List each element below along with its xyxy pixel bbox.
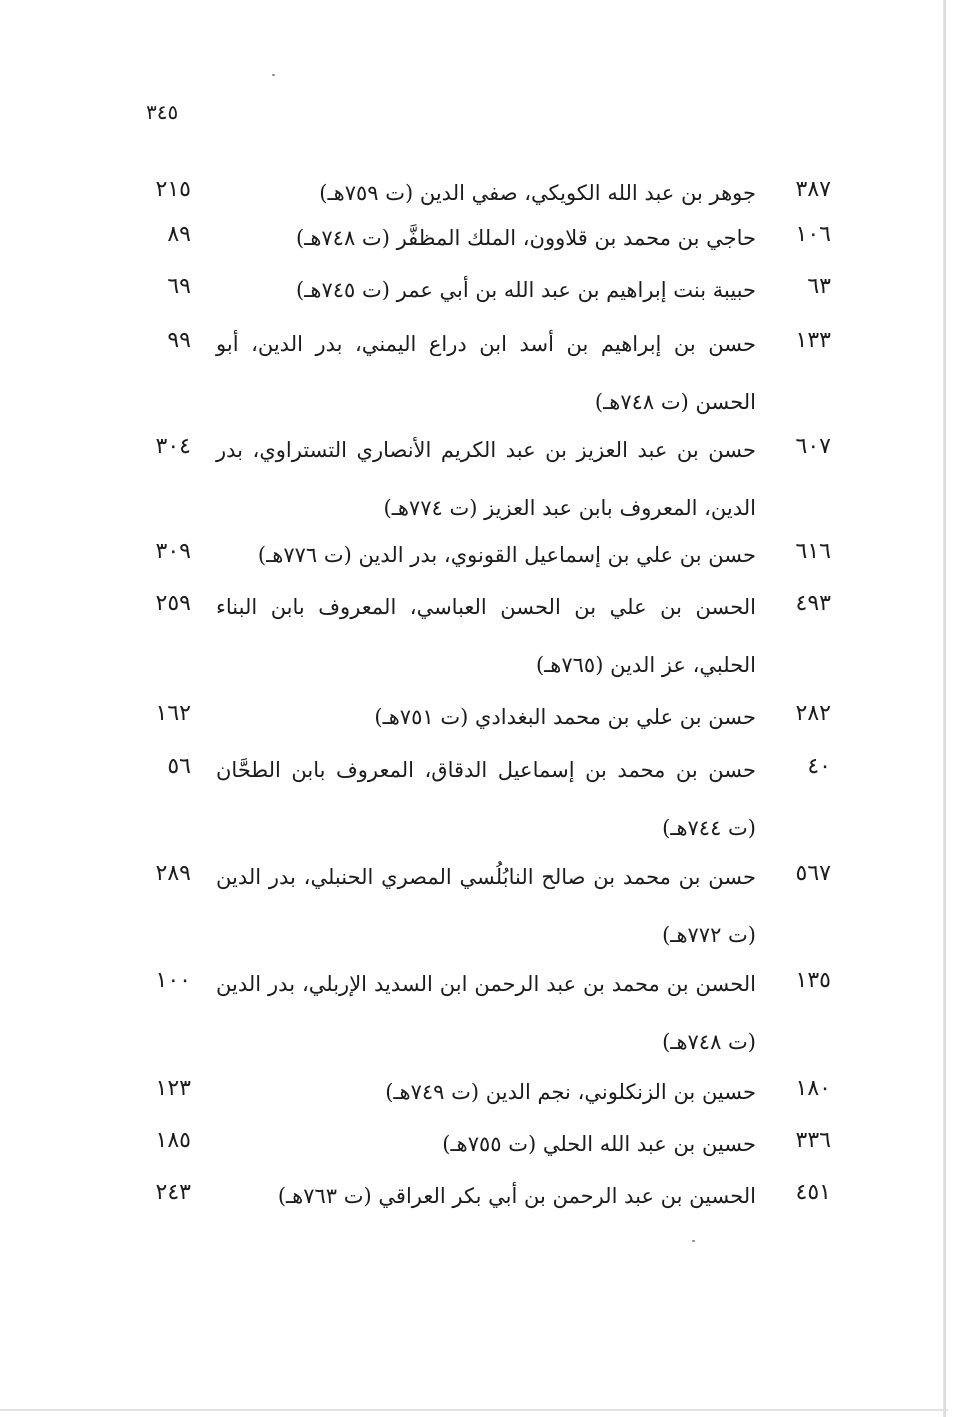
entry-page: ١٦٢ bbox=[155, 701, 191, 726]
entry-text: حسن بن إبراهيم بن أسد ابن دراع اليمني، بدر الدين، أبو الحسن (ت ٧٤٨هـ) bbox=[216, 332, 756, 414]
entry-number: ٥٦٧ bbox=[795, 861, 831, 886]
entry-page: ١٠٠ bbox=[155, 968, 191, 993]
entry-text: حاجي بن محمد بن قلاوون، الملك المظفَّر (ت ٧٤٨هـ) bbox=[295, 226, 756, 250]
page-number: ٣٤٥ bbox=[146, 100, 179, 124]
entry-number: ٤٠ bbox=[807, 754, 831, 779]
entry-text: حسن بن محمد بن إسماعيل الدقاق، المعروف بابن الطحَّان (ت ٧٤٤هـ) bbox=[216, 758, 756, 840]
entry-page: ٢٨٩ bbox=[155, 861, 191, 886]
entry-text: حسن بن علي بن إسماعيل القونوي، بدر الدين (ت ٧٧٦هـ) bbox=[257, 543, 756, 567]
entry-text: حسن بن عبد العزيز بن عبد الكريم الأنصاري التستراوي، بدر الدين، المعروف بابن عبد العزيز (ت ٧٧٤هـ) bbox=[216, 438, 756, 520]
entry-page: ٩٩ bbox=[167, 328, 191, 353]
entry-text: الحسين بن عبد الرحمن بن أبي بكر العراقي (ت ٧٦٣هـ) bbox=[277, 1184, 756, 1208]
entry-number: ٤٩٣ bbox=[795, 591, 831, 616]
entry-text: الحسن بن علي بن الحسن العباسي، المعروف بابن البناء الحلبي، عز الدين (٧٦٥هـ) bbox=[216, 595, 756, 677]
entry-text: حسن بن علي بن محمد البغدادي (ت ٧٥١هـ) bbox=[374, 705, 756, 729]
entry-number: ١٣٥ bbox=[795, 968, 831, 993]
entry-page: ٣٠٩ bbox=[155, 539, 191, 564]
entry-number: ٣٨٧ bbox=[795, 177, 831, 202]
entry-text: حبيبة بنت إبراهيم بن عبد الله بن أبي عمر (ت ٧٤٥هـ) bbox=[296, 278, 756, 302]
entry-text: حسين بن الزنكلوني، نجم الدين (ت ٧٤٩هـ) bbox=[385, 1080, 756, 1104]
entry-page: ١٢٣ bbox=[155, 1076, 191, 1101]
entry-number: ٤٥١ bbox=[795, 1180, 831, 1205]
entry-text: حسين بن عبد الله الحلي (ت ٧٥٥هـ) bbox=[442, 1132, 756, 1156]
entry-page: ٢٥٩ bbox=[155, 591, 191, 616]
entry-page: ٥٦ bbox=[167, 754, 191, 779]
entry-number: ١٨٠ bbox=[795, 1076, 831, 1101]
entry-number: ٣٣٦ bbox=[795, 1128, 831, 1153]
entry-number: ٢٨٢ bbox=[795, 701, 831, 726]
entry-page: ٦٩ bbox=[167, 274, 191, 299]
entry-number: ١٣٣ bbox=[795, 328, 831, 353]
entry-page: ٨٩ bbox=[167, 222, 191, 247]
entry-number: ١٠٦ bbox=[795, 222, 831, 247]
entry-text: جوهر بن عبد الله الكويكي، صفي الدين (ت ٧٥٩هـ) bbox=[319, 181, 756, 205]
entry-page: ٣٠٤ bbox=[155, 434, 191, 459]
entry-number: ٦١٦ bbox=[795, 539, 831, 564]
entry-number: ٦٠٧ bbox=[795, 434, 831, 459]
entry-number: ٦٣ bbox=[807, 274, 831, 299]
entry-page: ٢١٥ bbox=[155, 177, 191, 202]
entry-page: ١٨٥ bbox=[155, 1128, 191, 1153]
entry-text: الحسن بن محمد بن عبد الرحمن ابن السديد الإربلي، بدر الدين (ت ٧٤٨هـ) bbox=[216, 972, 756, 1054]
entry-text: حسن بن محمد بن صالح النابُلُسي المصري الحنبلي، بدر الدين (ت ٧٧٢هـ) bbox=[216, 865, 756, 947]
entry-page: ٢٤٣ bbox=[155, 1180, 191, 1205]
